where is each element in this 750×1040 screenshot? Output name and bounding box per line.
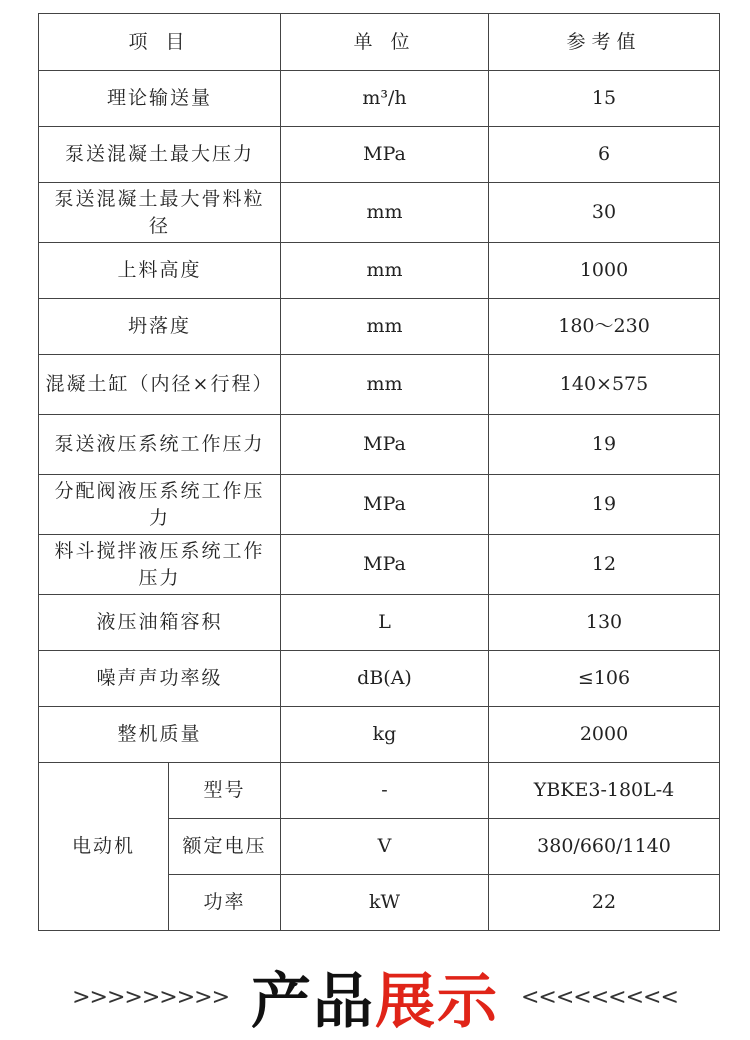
param-unit: MPa [281,127,489,183]
table-row [39,243,720,299]
param-value: 22 [489,875,720,931]
param-unit: mm [281,299,489,355]
param-name: 泵送混凝土最大压力 [39,127,281,183]
left-arrows-decoration: >>>>>>>>> [72,984,229,1010]
param-name: 泵送混凝土最大骨料粒径 [39,183,281,243]
param-value: 6 [489,127,720,183]
param-unit: mm [281,243,489,299]
param-unit: m³/h [281,71,489,127]
param-value: 130 [489,595,720,651]
motor-param-name: 型号 [169,763,281,819]
param-name: 料斗搅拌液压系统工作压力 [39,535,281,595]
table-row [39,127,720,183]
table-row [39,763,720,819]
param-unit: mm [281,355,489,415]
table-row [39,535,720,595]
section-title [0,962,750,1037]
param-name: 泵送液压系统工作压力 [39,415,281,475]
param-value: 30 [489,183,720,243]
param-name: 整机质量 [39,707,281,763]
param-unit: kg [281,707,489,763]
param-value: 1000 [489,243,720,299]
motor-group-label: 电动机 [39,763,169,931]
param-value: 2000 [489,707,720,763]
motor-param-name: 功率 [169,875,281,931]
param-unit: dB(A) [281,651,489,707]
right-arrows-decoration: <<<<<<<<< [521,984,678,1010]
param-value: 12 [489,535,720,595]
section-title-text [251,954,499,1040]
param-unit: L [281,595,489,651]
param-value: 380/660/1140 [489,819,720,875]
param-name: 液压油箱容积 [39,595,281,651]
section-title-red: 展示 [375,967,499,1037]
param-name: 分配阀液压系统工作压力 [39,475,281,535]
param-unit: - [281,763,489,819]
param-name: 上料高度 [39,243,281,299]
motor-param-name: 额定电压 [169,819,281,875]
header-value: 参考值 [489,14,720,71]
param-unit: MPa [281,475,489,535]
section-title-black: 产品 [251,967,375,1037]
table-row [39,299,720,355]
param-unit: MPa [281,535,489,595]
header-unit: 单 位 [281,14,489,71]
param-value: 180～230 [489,299,720,355]
param-value: ≤106 [489,651,720,707]
param-name: 混凝土缸（内径×行程） [39,355,281,415]
table-row [39,595,720,651]
table-row [39,651,720,707]
param-value: YBKE3-180L-4 [489,763,720,819]
param-value: 19 [489,415,720,475]
param-name: 坍落度 [39,299,281,355]
table-row [39,415,720,475]
param-value: 15 [489,71,720,127]
table-header-row [39,14,720,71]
param-unit: kW [281,875,489,931]
header-item: 项 目 [39,14,281,71]
param-unit: MPa [281,415,489,475]
param-unit: V [281,819,489,875]
table-row [39,707,720,763]
table-row [39,183,720,243]
spec-table [38,13,720,931]
table-row [39,475,720,535]
param-value: 140×575 [489,355,720,415]
param-name: 噪声声功率级 [39,651,281,707]
param-name: 理论输送量 [39,71,281,127]
param-value: 19 [489,475,720,535]
table-row [39,71,720,127]
param-unit: mm [281,183,489,243]
table-row [39,355,720,415]
